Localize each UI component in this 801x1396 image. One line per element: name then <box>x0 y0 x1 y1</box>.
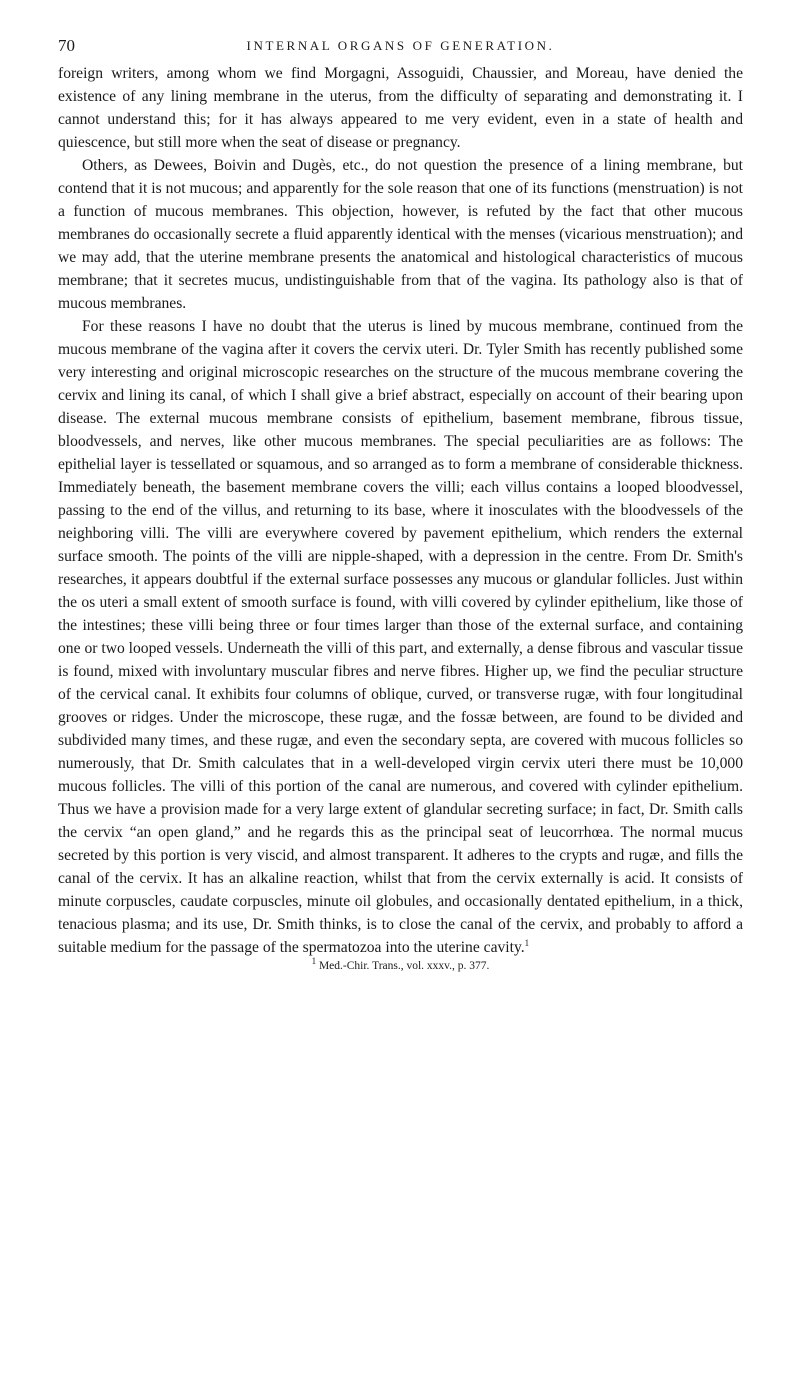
body-text <box>58 62 743 959</box>
paragraph-3-text: For these reasons I have no doubt that the uterus is lined by mucous membrane, continued from the mucous membrane of the vagina after it covers the cervix uteri. Dr. Tyler Smith has recently published some very interesting and original microscopic researches on the structure of the mucous membrane covering the cervix and lining its canal, of which I shall give a brief abstract, especially on account of their bearing upon disease. The external mucous membrane consists of epithelium, basement membrane, fibrous tissue, bloodvessels, and nerves, like other mucous membranes. The special peculiarities are as follows: The epithelial layer is tessellated or squamous, and so arranged as to form a membrane of considerable thickness. Immediately beneath, the basement membrane covers the villi; each villus contains a looped bloodvessel, passing to the end of the villus, and returning to its base, where it inosculates with the bloodvessels of the neighboring villi. The villi are everywhere covered by pavement epithelium, which renders the external surface smooth. The points of the villi are nipple-shaped, with a depression in the centre. From Dr. Smith's researches, it appears doubtful if the external surface possesses any mucous or glandular follicles. Just within the os uteri a small extent of smooth surface is found, with villi covered by cylinder epithelium, like those of the intestines; these villi being three or four times larger than those of the external surface, and containing one or two looped vessels. Underneath the villi of this part, and externally, a dense fibrous and vascular tissue is found, mixed with involuntary muscular fibres and nerve fibres. Higher up, we find the peculiar structure of the cervical canal. It exhibits four columns of oblique, curved, or transverse rugæ, with four longitudinal grooves or ridges. Under the microscope, these rugæ, and the fossæ between, are found to be divided and subdivided many times, and these rugæ, and even the secondary septa, are covered with mucous follicles so numerously, that Dr. Smith calculates that in a well-developed virgin cervix uteri there must be 10,000 mucous follicles. The villi of this portion of the canal are numerous, and covered with cylinder epithelium. Thus we have a provision made for a very large extent of glandular secreting surface; in fact, Dr. Smith calls the cervix “an open gland,” and he regards this as the principal seat of leucorrhœa. The normal mucus secreted by this portion is very viscid, and almost transparent. It adheres to the crypts and rugæ, and fills the canal of the cervix. It has an alkaline reaction, whilst that from the cervix externally is acid. It consists of minute corpuscles, caudate corpuscles, minute oil globules, and occasionally dentated epithelium, in a thick, tenacious plasma; and its use, Dr. Smith thinks, is to close the canal of the cervix, and probably to afford a suitable medium for the passage of the spermatozoa into the uterine cavity. <box>58 318 743 956</box>
footnote <box>58 956 743 973</box>
footnote-marker: 1 <box>311 956 317 967</box>
paragraph-1-text: foreign writers, among whom we find Morgagni, Assoguidi, Chaussier, and Moreau, have denied the existence of any lining membrane in the uterus, from the difficulty of separating and demonstrating it. I cannot understand this; for it has always appeared to me very evident, even in a state of health and quiescence, but still more when the seat of disease or pregnancy. <box>58 65 743 151</box>
paragraph-3 <box>58 315 743 959</box>
paragraph-2 <box>58 154 743 315</box>
running-title: INTERNAL ORGANS OF GENERATION. <box>246 38 555 53</box>
footnote-text: Med.-Chir. Trans., vol. xxxv., p. 377. <box>318 960 490 972</box>
paragraph-1 <box>58 62 743 154</box>
paragraph-2-text: Others, as Dewees, Boivin and Dugès, etc., do not question the presence of a lining membrane, but contend that it is not mucous; and apparently for the sole reason that one of its functions (menstruation) is not a function of mucous membranes. This objection, however, is refuted by the fact that other mucous membranes do occasionally secrete a fluid apparently identical with the menses (vicarious menstruation); and we may add, that the uterine membrane presents the anatomical and histological characteristics of mucous membrane; that it secretes mucus, undistinguishable from that of the vagina. Its pathology also is that of mucous membranes. <box>58 157 743 312</box>
footnote-reference: 1 <box>524 937 530 948</box>
running-head <box>58 36 743 60</box>
page-number: 70 <box>58 36 75 55</box>
